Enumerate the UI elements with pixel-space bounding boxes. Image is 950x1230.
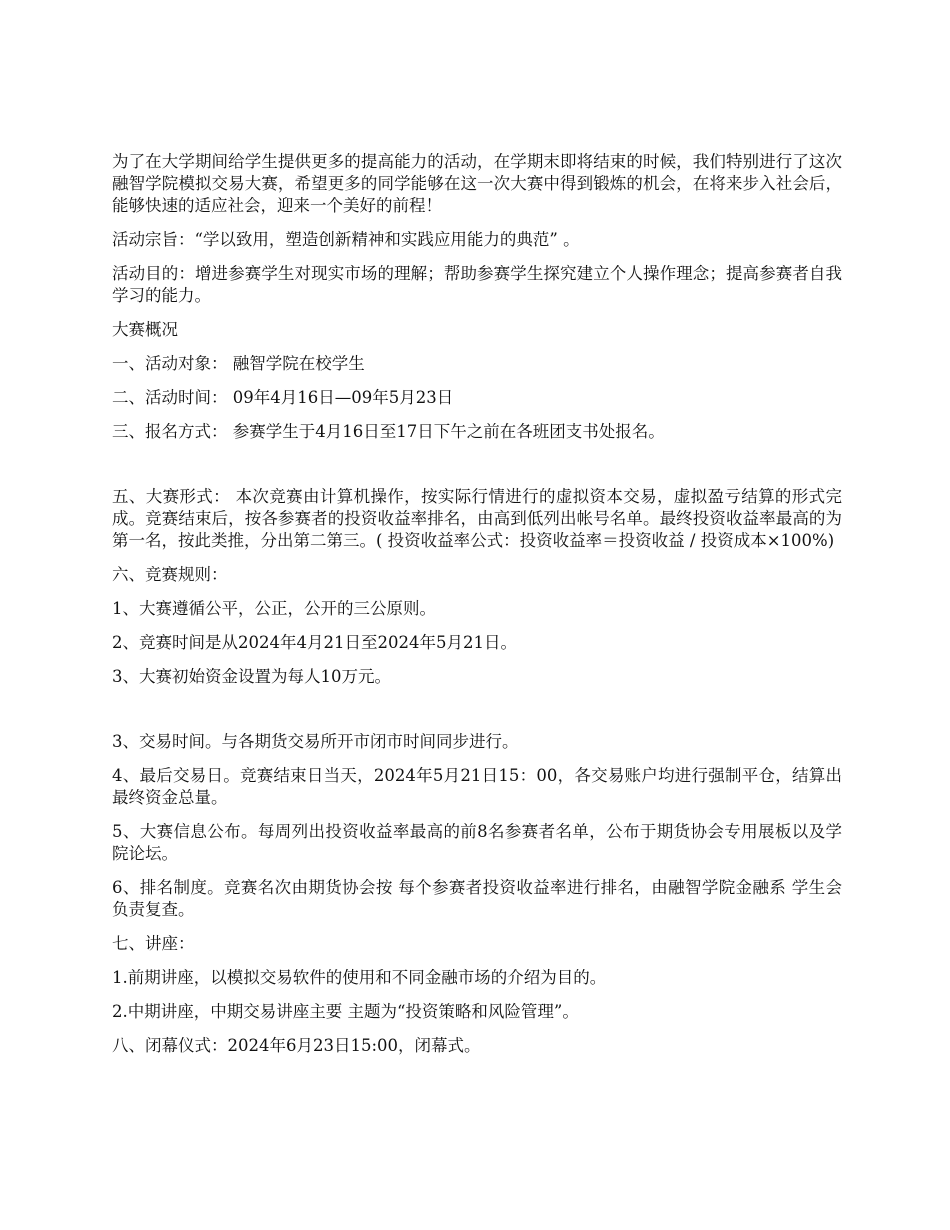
document-body [112, 151, 842, 1069]
item-format: 五、大赛形式： 本次竞赛由计算机操作，按实际行情进行的虚拟资本交易，虚拟盈亏结算的形式完成。竞赛结束后，按各参赛者的投资收益率排名，由高到低列出帐号名单。最终投资收益率最高的为第一名，按此类推，分出第二第三。( 投资收益率公式：投资收益率＝投资收益 / 投资成本×100%) [112, 487, 842, 550]
intro-paragraph: 为了在大学期间给学生提供更多的提高能力的活动，在学期末即将结束的时候，我们特别进行了这次融智学院模拟交易大赛，希望更多的同学能够在这一次大赛中得到锻炼的机会，在将来步入社会后，能够快速的适应社会，迎来一个美好的前程！ [112, 152, 842, 215]
rule-item: 6、排名制度。竞赛名次由期货协会按 每个参赛者投资收益率进行排名，由融智学院金融系 学生会负责复查。 [112, 878, 842, 919]
section-gap [112, 455, 842, 486]
overview-heading: 大赛概况 [112, 320, 178, 339]
goal-paragraph: 活动目的：增进参赛学生对现实市场的理解；帮助参赛学生探究建立个人操作理念；提高参赛者自我学习的能力。 [112, 264, 842, 305]
item-time: 二、活动时间： 09年4月16日—09年5月23日 [112, 388, 454, 407]
section-gap [112, 700, 842, 731]
rule-item: 5、大赛信息公布。每周列出投资收益率最高的前8名参赛者名单，公布于期货协会专用展板以及学院论坛。 [112, 822, 842, 863]
closing-ceremony: 八、闭幕仪式：2024年6月23日15:00，闭幕式。 [112, 1036, 481, 1055]
rule-item: 3、大赛初始资金设置为每人10万元。 [112, 667, 391, 686]
rule-item: 3、交易时间。与各期货交易所开市闭市时间同步进行。 [112, 732, 519, 751]
rule-item: 1、大赛遵循公平，公正，公开的三公原则。 [112, 599, 436, 618]
rule-item: 2、竞赛时间是从2024年4月21日至2024年5月21日。 [112, 633, 517, 652]
lecture-item: 1.前期讲座，以模拟交易软件的使用和不同金融市场的介绍为目的。 [112, 968, 607, 987]
item-target: 一、活动对象： 融智学院在校学生 [112, 354, 365, 373]
purpose-paragraph: 活动宗旨：“学以致用，塑造创新精神和实践应用能力的典范” 。 [112, 230, 580, 249]
lectures-heading: 七、讲座： [112, 934, 195, 953]
rules-heading: 六、竞赛规则： [112, 565, 228, 584]
item-registration: 三、报名方式： 参赛学生于4月16日至17日下午之前在各班团支书处报名。 [112, 422, 665, 441]
lecture-item: 2.中期讲座，中期交易讲座主要 主题为“投资策略和风险管理”。 [112, 1002, 579, 1021]
rule-item: 4、最后交易日。竞赛结束日当天，2024年5月21日15：00，各交易账户均进行强制平仓，结算出最终资金总量。 [112, 766, 842, 807]
